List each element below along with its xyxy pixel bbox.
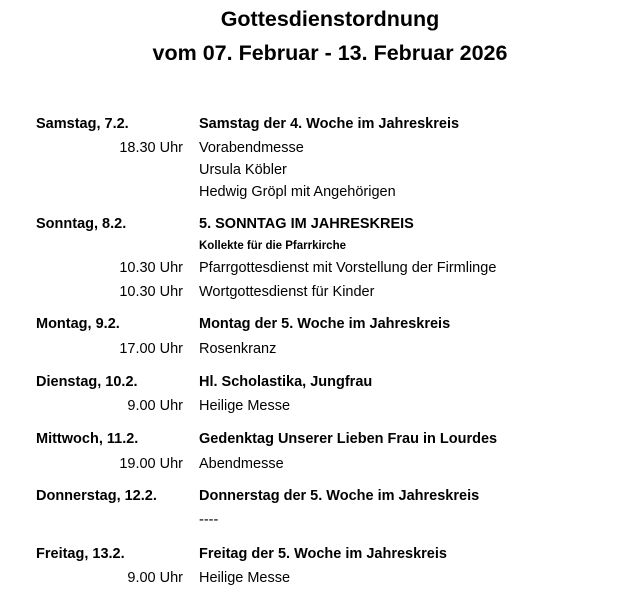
service-entry [0,137,623,159]
day-header-row [0,543,623,565]
service-text: Rosenkranz [199,341,277,357]
service-time: 9.00 Uhr [127,398,183,414]
day-header-row [0,113,623,135]
service-text: Pfarrgottesdienst mit Vorstellung der Firmlinge [199,260,497,276]
service-entry [0,567,623,589]
service-text: Ursula Köbler [199,162,287,178]
service-time: 19.00 Uhr [119,456,183,472]
day-name: Dienstag, 10.2. [36,374,138,390]
service-time: 10.30 Uhr [119,260,183,276]
service-time: 9.00 Uhr [127,570,183,586]
service-text: Hedwig Gröpl mit Angehörigen [199,184,396,200]
day-liturgical-title: 5. SONNTAG IM JAHRESKREIS [199,216,414,232]
day-liturgical-title: Donnerstag der 5. Woche im Jahreskreis [199,488,480,504]
service-entry [0,509,623,531]
day-liturgical-title: Hl. Scholastika, Jungfrau [199,374,373,390]
day-name: Mittwoch, 11.2. [36,431,139,447]
day-name: Montag, 9.2. [36,316,120,332]
day-header-row [0,213,623,235]
day-liturgical-title: Freitag der 5. Woche im Jahreskreis [199,546,447,562]
collection-note: Kollekte für die Pfarrkirche [199,240,346,252]
service-entry [0,257,623,279]
page-title: Gottesdienstordnung [220,7,440,31]
day-header-row [0,371,623,393]
service-time: 18.30 Uhr [119,140,183,156]
service-text: ---- [199,512,219,528]
service-entry [0,281,623,303]
service-text: Heilige Messe [199,570,291,586]
service-entry [0,453,623,475]
service-text: Abendmesse [199,456,284,472]
service-entry [0,338,623,360]
service-entry [0,181,623,203]
day-name: Donnerstag, 12.2. [36,488,157,504]
service-text: Wortgottesdienst für Kinder [199,284,375,300]
day-liturgical-title: Montag der 5. Woche im Jahreskreis [199,316,451,332]
day-header-row [0,313,623,335]
service-text: Vorabendmesse [199,140,304,156]
date-range-subtitle: vom 07. Februar - 13. Februar 2026 [152,41,508,65]
service-entry [0,395,623,417]
day-name: Freitag, 13.2. [36,546,125,562]
service-text: Heilige Messe [199,398,291,414]
day-header-row [0,428,623,450]
service-time: 17.00 Uhr [119,341,183,357]
collection-note-row [0,236,623,254]
day-name: Sonntag, 8.2. [36,216,127,232]
day-name: Samstag, 7.2. [36,116,129,132]
service-entry [0,159,623,181]
day-liturgical-title: Gedenktag Unserer Lieben Frau in Lourdes [199,431,498,447]
service-time: 10.30 Uhr [119,284,183,300]
day-liturgical-title: Samstag der 4. Woche im Jahreskreis [199,116,460,132]
day-header-row [0,485,623,507]
